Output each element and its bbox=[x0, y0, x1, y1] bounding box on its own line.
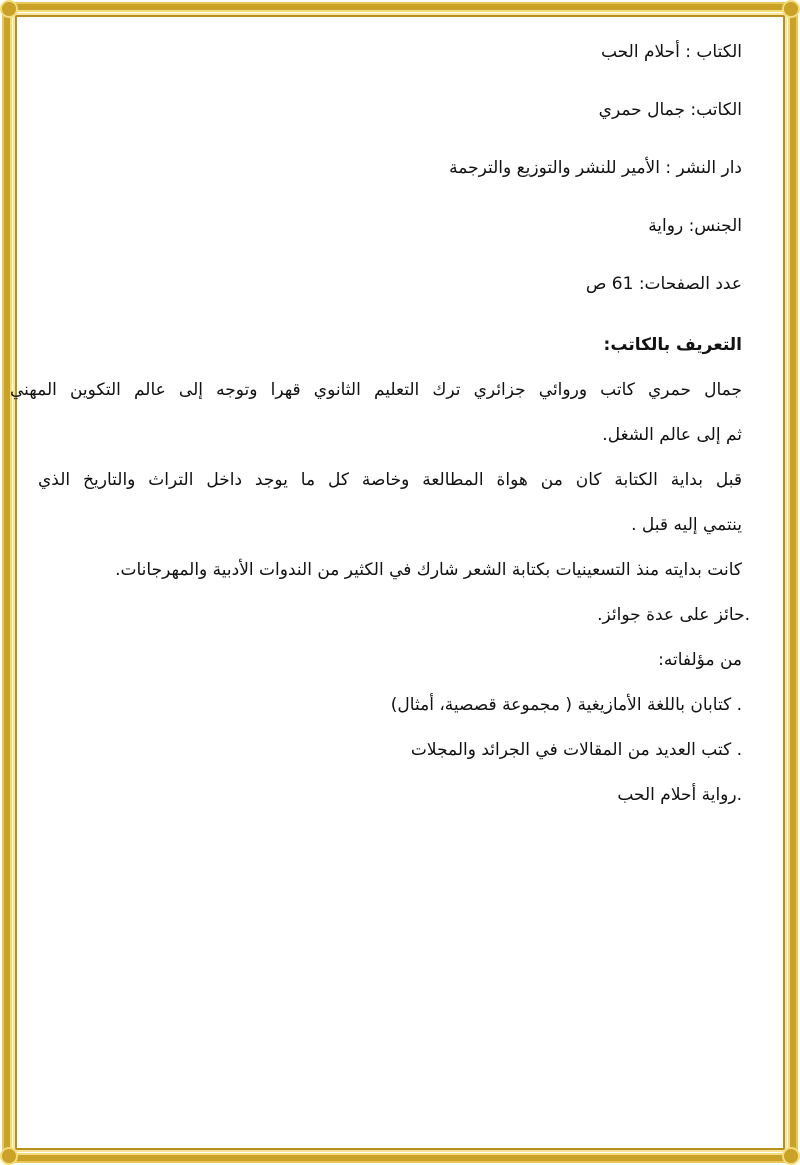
bio-line: قبل بداية الكتابة كان من هواة المطالعة وخاصة كل ما يوجد داخل التراث والتاريخ الذي bbox=[38, 470, 742, 490]
bio-line: .حائز على عدة جوائز. bbox=[597, 605, 750, 625]
works-item: .رواية أحلام الحب bbox=[617, 785, 742, 805]
frame-corner-ornament bbox=[784, 1149, 798, 1163]
author-line: الكاتب: جمال حمري bbox=[598, 100, 742, 120]
bio-line: ينتمي إليه قبل . bbox=[631, 515, 742, 535]
document-body bbox=[10, 30, 750, 818]
bio-line: ثم إلى عالم الشغل. bbox=[602, 425, 742, 445]
bio-line: جمال حمري كاتب وروائي جزائري ترك التعليم الثانوي قهرا وتوجه إلى عالم التكوين المهني bbox=[10, 380, 742, 400]
works-item: . كتابان باللغة الأمازيغية ( مجموعة قصصية، أمثال) bbox=[390, 695, 742, 715]
author-bio-heading: التعريف بالكاتب: bbox=[603, 335, 742, 355]
publisher-line: دار النشر : الأمير للنشر والتوزيع والترجمة bbox=[449, 158, 742, 178]
page-count-line: عدد الصفحات: 61 ص bbox=[585, 274, 742, 294]
genre-line: الجنس: رواية bbox=[648, 216, 742, 236]
frame-corner-ornament bbox=[784, 2, 798, 16]
frame-corner-ornament bbox=[2, 1149, 16, 1163]
book-title-line: الكتاب : أحلام الحب bbox=[600, 42, 742, 62]
works-heading: من مؤلفاته: bbox=[658, 650, 742, 670]
works-item: . كتب العديد من المقالات في الجرائد والمجلات bbox=[410, 740, 742, 760]
bio-line: كانت بدايته منذ التسعينيات بكتابة الشعر شارك في الكثير من الندوات الأدبية والمهرجانات. bbox=[115, 560, 742, 580]
frame-corner-ornament bbox=[2, 2, 16, 16]
